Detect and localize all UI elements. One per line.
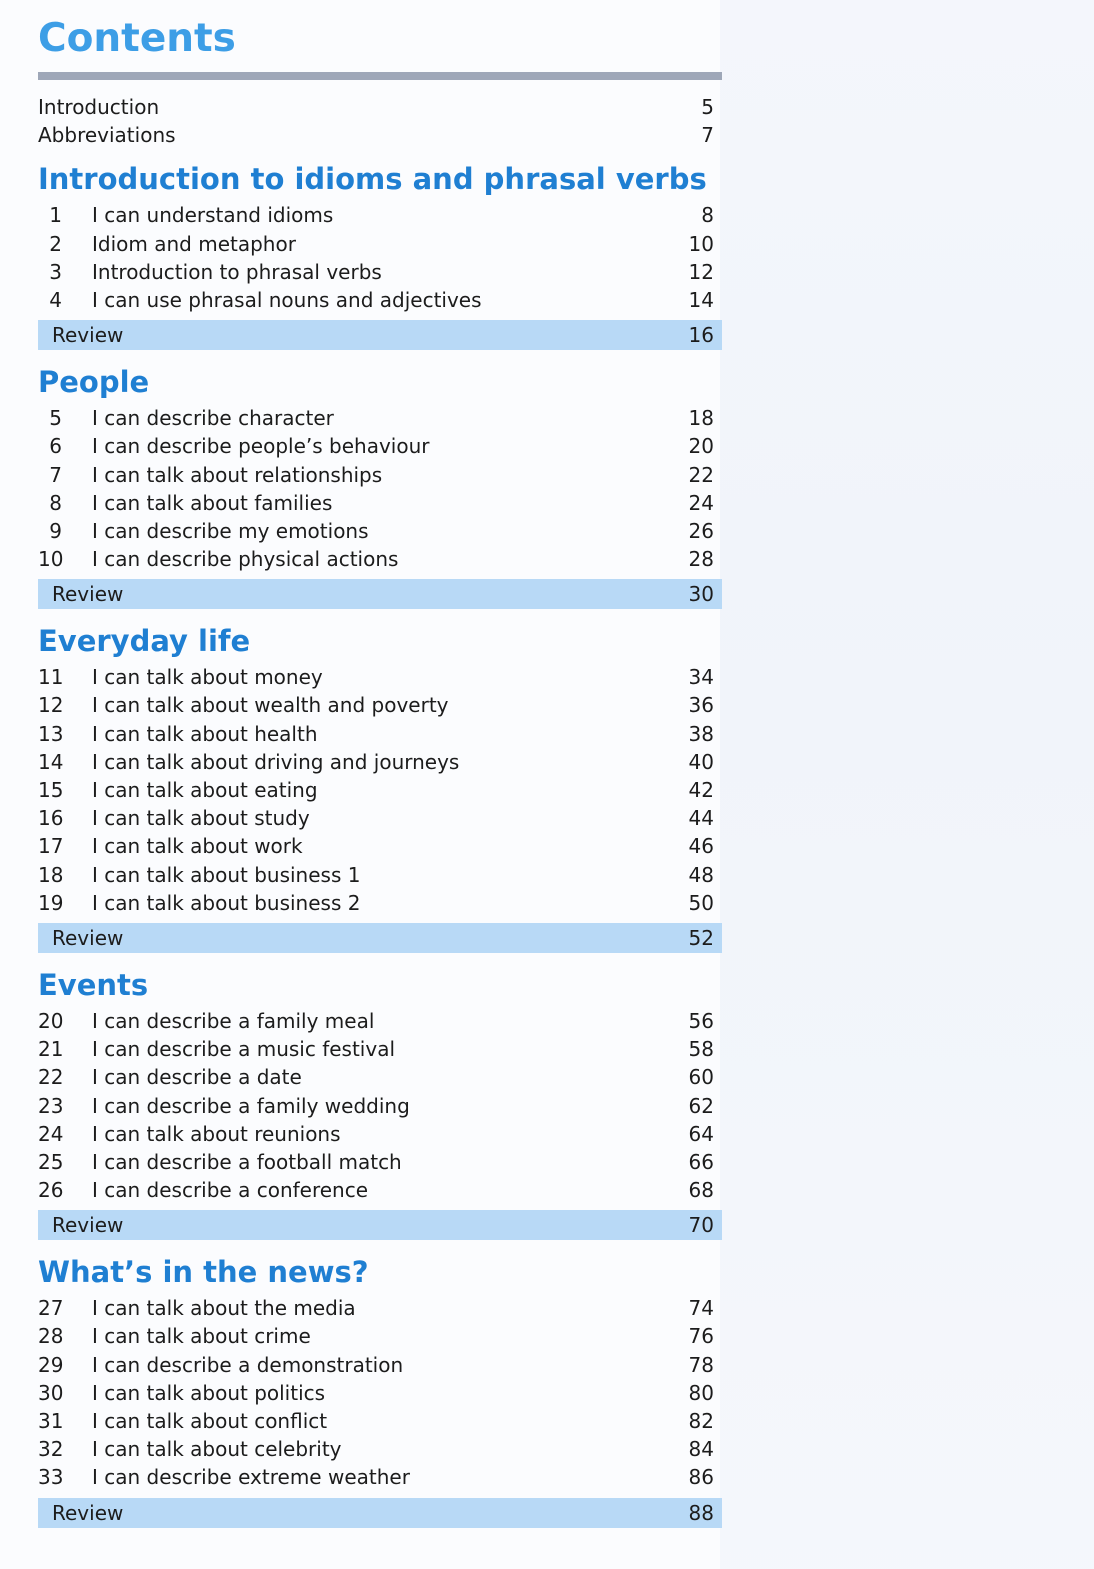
review-row[interactable] xyxy=(38,1210,722,1240)
toc-unit-row[interactable] xyxy=(38,1035,722,1063)
toc-unit-row[interactable] xyxy=(38,489,722,517)
unit-title: I can talk about relationships xyxy=(92,462,383,487)
review-page-number: 88 xyxy=(688,1500,714,1525)
toc-unit-row[interactable] xyxy=(38,1294,722,1322)
toc-unit-row[interactable] xyxy=(38,545,722,573)
title-divider xyxy=(38,72,722,80)
unit-number: 22 xyxy=(38,1065,64,1090)
toc-unit-row[interactable] xyxy=(38,1379,722,1407)
unit-number: 18 xyxy=(38,862,64,887)
unit-page-number: 80 xyxy=(688,1380,714,1405)
unit-title: I can describe people’s behaviour xyxy=(92,434,430,459)
toc-unit-row[interactable] xyxy=(38,748,722,776)
unit-title: I can understand idioms xyxy=(92,203,334,228)
unit-title: I can talk about reunions xyxy=(92,1121,341,1146)
review-label: Review xyxy=(52,1213,124,1238)
unit-page-number: 62 xyxy=(688,1093,714,1118)
unit-number: 23 xyxy=(38,1093,64,1118)
toc-unit-row[interactable] xyxy=(38,1148,722,1176)
toc-entry-page: 5 xyxy=(701,95,714,119)
review-row[interactable] xyxy=(38,1498,722,1528)
toc-unit-row[interactable] xyxy=(38,804,722,832)
unit-title: I can describe physical actions xyxy=(92,547,399,572)
page-title: Contents xyxy=(38,16,236,61)
toc-unit-row[interactable] xyxy=(38,776,722,804)
unit-page-number: 14 xyxy=(688,287,714,312)
unit-title: I can describe extreme weather xyxy=(92,1465,410,1490)
toc-unit-row[interactable] xyxy=(38,432,722,460)
unit-number: 15 xyxy=(38,778,64,802)
unit-title: I can describe character xyxy=(92,406,334,431)
unit-page-number: 58 xyxy=(688,1037,714,1062)
toc-unit-row[interactable] xyxy=(38,1351,722,1379)
unit-page-number: 84 xyxy=(688,1437,714,1462)
unit-title: I can use phrasal nouns and adjectives xyxy=(92,287,482,312)
unit-page-number: 46 xyxy=(688,834,714,859)
unit-title: I can describe a music festival xyxy=(92,1037,396,1062)
toc-unit-row[interactable] xyxy=(38,720,722,748)
unit-title: I can describe a demonstration xyxy=(92,1352,404,1377)
unit-number: 32 xyxy=(38,1437,64,1462)
unit-page-number: 86 xyxy=(688,1465,714,1490)
toc-unit-row[interactable] xyxy=(38,201,722,229)
toc-unit-row[interactable] xyxy=(38,230,722,258)
toc-unit-row[interactable] xyxy=(38,889,722,917)
unit-page-number: 36 xyxy=(688,693,714,718)
unit-page-number: 44 xyxy=(688,806,714,831)
unit-title: I can talk about business 1 xyxy=(92,862,361,887)
unit-number: 28 xyxy=(38,1324,64,1349)
unit-page-number: 26 xyxy=(688,518,714,543)
unit-title: Idiom and metaphor xyxy=(92,231,296,256)
review-label: Review xyxy=(52,925,124,950)
toc-section xyxy=(38,360,722,609)
unit-page-number: 76 xyxy=(688,1324,714,1349)
toc-unit-row[interactable] xyxy=(38,1176,722,1204)
unit-page-number: 40 xyxy=(688,749,714,774)
unit-page-number: 66 xyxy=(688,1149,714,1174)
section-heading: What’s in the news? xyxy=(38,1255,369,1290)
unit-number: 27 xyxy=(38,1296,64,1321)
unit-number: 13 xyxy=(38,721,64,746)
toc-unit-row[interactable] xyxy=(38,1463,722,1491)
unit-number: 25 xyxy=(38,1149,64,1174)
toc-unit-row[interactable] xyxy=(38,1435,722,1463)
unit-page-number: 10 xyxy=(688,231,714,256)
unit-title: I can talk about driving and journeys xyxy=(92,749,460,774)
toc-unit-row[interactable] xyxy=(38,1322,722,1350)
unit-page-number: 60 xyxy=(688,1065,714,1090)
unit-title: I can talk about work xyxy=(92,834,303,859)
unit-number: 16 xyxy=(38,806,64,831)
unit-number: 31 xyxy=(38,1409,64,1433)
unit-number: 21 xyxy=(38,1037,64,1062)
unit-number: 19 xyxy=(38,890,64,915)
unit-title: I can talk about business 2 xyxy=(92,890,361,915)
toc-entry-abbreviations[interactable] xyxy=(38,121,722,149)
unit-page-number: 56 xyxy=(688,1008,714,1033)
unit-page-number: 34 xyxy=(688,665,714,690)
unit-page-number: 48 xyxy=(688,862,714,887)
unit-page-number: 82 xyxy=(688,1409,714,1433)
toc-unit-row[interactable] xyxy=(38,258,722,286)
review-page-number: 52 xyxy=(688,925,714,950)
toc-unit-row[interactable] xyxy=(38,1120,722,1148)
toc-unit-row[interactable] xyxy=(38,1092,722,1120)
toc-unit-row[interactable] xyxy=(38,461,722,489)
toc-entry-label: Abbreviations xyxy=(38,123,176,148)
review-page-number: 16 xyxy=(688,323,714,348)
unit-title: Introduction to phrasal verbs xyxy=(92,259,382,284)
unit-page-number: 24 xyxy=(688,490,714,515)
unit-page-number: 78 xyxy=(688,1352,714,1377)
unit-page-number: 42 xyxy=(688,778,714,802)
unit-title: I can talk about eating xyxy=(92,778,318,802)
review-label: Review xyxy=(52,323,124,348)
unit-number: 12 xyxy=(38,693,64,718)
unit-title: I can talk about politics xyxy=(92,1380,326,1405)
unit-title: I can describe a family wedding xyxy=(92,1093,410,1118)
unit-title: I can describe a date xyxy=(92,1065,302,1090)
unit-number: 30 xyxy=(38,1380,64,1405)
review-label: Review xyxy=(52,582,124,607)
unit-number: 33 xyxy=(38,1465,64,1490)
toc-unit-row[interactable] xyxy=(38,517,722,545)
toc-unit-row[interactable] xyxy=(38,1007,722,1035)
unit-title: I can talk about health xyxy=(92,721,318,746)
toc-unit-row[interactable] xyxy=(38,663,722,691)
section-heading: Events xyxy=(38,967,149,1002)
toc-unit-row[interactable] xyxy=(38,691,722,719)
review-row[interactable] xyxy=(38,320,722,350)
unit-title: I can talk about crime xyxy=(92,1324,311,1349)
unit-page-number: 74 xyxy=(688,1296,714,1321)
unit-title: I can talk about celebrity xyxy=(92,1437,342,1462)
toc-unit-row[interactable] xyxy=(38,1063,722,1091)
toc-unit-row[interactable] xyxy=(38,832,722,860)
section-heading: Introduction to idioms and phrasal verbs xyxy=(38,162,707,197)
toc-section xyxy=(38,963,722,1240)
unit-page-number: 64 xyxy=(688,1121,714,1146)
unit-number: 8 xyxy=(49,490,62,515)
unit-number: 7 xyxy=(49,462,62,487)
review-label: Review xyxy=(52,1500,124,1525)
toc-unit-row[interactable] xyxy=(38,286,722,314)
unit-title: I can talk about families xyxy=(92,490,333,515)
unit-page-number: 8 xyxy=(701,203,714,228)
unit-number: 29 xyxy=(38,1352,64,1377)
unit-title: I can talk about the media xyxy=(92,1296,356,1321)
unit-title: I can talk about wealth and poverty xyxy=(92,693,449,718)
unit-number: 10 xyxy=(38,547,64,572)
unit-title: I can describe a football match xyxy=(92,1149,402,1174)
toc-unit-row[interactable] xyxy=(38,1407,722,1435)
unit-number: 5 xyxy=(49,406,62,431)
toc-entry-page: 7 xyxy=(701,123,714,148)
review-row[interactable] xyxy=(38,579,722,609)
toc-entry-introduction[interactable] xyxy=(38,93,722,121)
unit-page-number: 28 xyxy=(688,547,714,572)
unit-number: 4 xyxy=(49,287,62,312)
facing-page-bleed xyxy=(720,0,1094,1569)
toc-section xyxy=(38,1250,722,1527)
unit-number: 24 xyxy=(38,1121,64,1146)
unit-number: 11 xyxy=(38,665,64,690)
unit-number: 2 xyxy=(49,231,62,256)
unit-title: I can describe my emotions xyxy=(92,518,369,543)
toc-entry-label: Introduction xyxy=(38,95,160,119)
contents-page xyxy=(38,14,722,1538)
unit-title: I can talk about money xyxy=(92,665,323,690)
unit-page-number: 38 xyxy=(688,721,714,746)
toc-section xyxy=(38,619,722,953)
review-page-number: 70 xyxy=(688,1213,714,1238)
unit-title: I can describe a family meal xyxy=(92,1008,375,1033)
unit-number: 20 xyxy=(38,1008,64,1033)
section-heading: Everyday life xyxy=(38,624,251,659)
unit-number: 1 xyxy=(49,203,62,228)
review-row[interactable] xyxy=(38,923,722,953)
toc-section xyxy=(38,157,722,350)
unit-title: I can talk about study xyxy=(92,806,310,831)
section-heading: People xyxy=(38,365,150,400)
review-page-number: 30 xyxy=(688,582,714,607)
unit-title: I can describe a conference xyxy=(92,1178,369,1203)
unit-page-number: 22 xyxy=(688,462,714,487)
unit-number: 17 xyxy=(38,834,64,859)
toc-unit-row[interactable] xyxy=(38,861,722,889)
front-matter-list xyxy=(38,93,722,149)
unit-number: 26 xyxy=(38,1178,64,1203)
unit-number: 9 xyxy=(49,518,62,543)
unit-page-number: 12 xyxy=(688,259,714,284)
toc-unit-row[interactable] xyxy=(38,404,722,432)
unit-number: 14 xyxy=(38,749,64,774)
unit-title: I can talk about conflict xyxy=(92,1409,328,1433)
unit-number: 3 xyxy=(49,259,62,284)
sections-container xyxy=(38,157,722,1527)
unit-page-number: 18 xyxy=(688,406,714,431)
unit-page-number: 68 xyxy=(688,1178,714,1203)
unit-page-number: 50 xyxy=(688,890,714,915)
unit-number: 6 xyxy=(49,434,62,459)
unit-page-number: 20 xyxy=(688,434,714,459)
